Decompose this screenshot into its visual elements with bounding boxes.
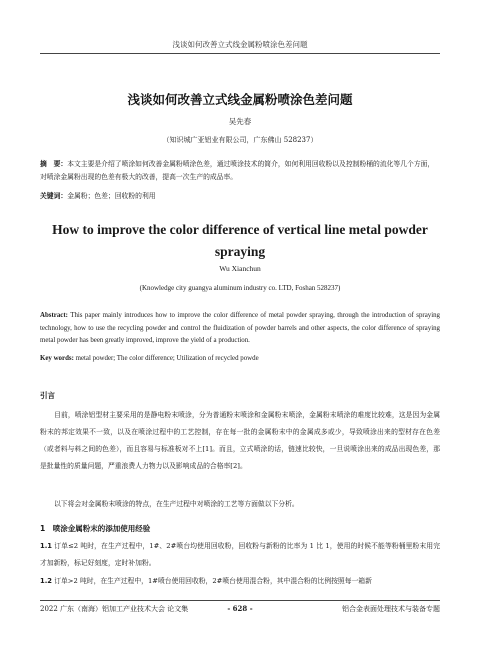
page-number: - 628 - bbox=[227, 604, 253, 613]
english-abstract-text: This paper mainly introduces how to improve the color difference of metal powder spraying, through the introduction of spraying technology, how to use the recycling powder and control the fluidization of powder barrels and other aspects, the color difference of spraying metal powder has been greatly improved, improve the yield of a production. bbox=[40, 312, 440, 344]
paragraph-1-2-text: 订单>2 吨时，在生产过程中，1#喷台使用回收粉，2#喷台使用混合粉，其中混合粉的比例按照每一箱新 bbox=[52, 577, 372, 585]
section-heading-1: 1 喷涂金属粉末的添加使用经验 bbox=[40, 524, 151, 533]
chinese-affiliation: （知识城广亚铝业有限公司，广东佛山 528237） bbox=[162, 136, 318, 144]
intro-paragraph-2-text: 以下将会对金属粉末喷涂的特点，在生产过程中对喷涂的工艺等方面做以下分析。 bbox=[54, 500, 299, 508]
english-abstract bbox=[40, 310, 440, 348]
chinese-keywords-text: 金属粉；色差；回收粉的利用 bbox=[67, 192, 156, 200]
paragraph-1-2 bbox=[40, 573, 440, 590]
chinese-abstract-text: 本文主要是介绍了喷涂如何改善金属粉喷涂色差，通过喷涂技术的简介，如何利用回收粉以及控制粉桶的流化等几个方面，对喷涂金属粉出现的色差有极大的改善，提高一次生产的成品率。 bbox=[40, 160, 435, 181]
english-keywords-label: Key words: bbox=[40, 355, 74, 362]
chinese-keywords bbox=[40, 190, 440, 202]
paragraph-1-1-text: 订单≤2 吨时，在生产过程中，1#、2#喷台均使用回收粉，回收粉与新粉的比率为 1 比 1，使用的时候不能等粉桶里粉末用完才加新粉，标记好刻度，定时补加粉。 bbox=[40, 542, 440, 567]
running-header: 浅谈如何改善立式线金属粉喷涂色差问题 bbox=[172, 40, 308, 49]
paragraph-1-2-label: 1.2 bbox=[40, 577, 53, 585]
chinese-title: 浅谈如何改善立式线金属粉喷涂色差问题 bbox=[127, 92, 353, 107]
intro-paragraph-2 bbox=[40, 496, 440, 513]
footer-rule bbox=[40, 600, 440, 601]
paragraph-1-1-label: 1.1 bbox=[40, 542, 53, 550]
page-footer bbox=[40, 604, 440, 616]
footer-topic: 铝合金表面处理技术与装备专题 bbox=[342, 605, 440, 613]
footer-proceedings: 2022 广东（南海）铝加工产业技术大会 论文集 bbox=[40, 605, 189, 613]
paragraph-1-1 bbox=[40, 538, 440, 572]
english-author: Wu Xianchun bbox=[219, 264, 261, 273]
english-affiliation: (Knowledge city guangya aluminum industry co. LTD, Foshan 528237) bbox=[139, 284, 341, 292]
english-keywords bbox=[40, 353, 440, 365]
header-rule bbox=[40, 53, 440, 54]
intro-paragraph-1 bbox=[40, 407, 440, 475]
intro-paragraph-1-text: 目前，喷涂铝型材主要采用的是静电粉末喷涂，分为普通粉末喷涂和金属粉末喷涂，金属粉末喷涂的难度比较难，这是因为金属粉末的邦定效果不一致，以及在喷涂过程中的工艺控制，存在每一批的金属粉末中的金属成多或少，导致喷涂出来的型材存在色差（或者料与料之间的色差），而且容易与标准板对不上[1]。而且，立式喷涂的话，链速比较快，一旦说喷涂出来的成品出现色差，那是批量性的质量问题，严重浪费人力物力以及影响成品的合格率[2]。 bbox=[40, 411, 440, 470]
chinese-abstract bbox=[40, 158, 440, 184]
english-abstract-label: Abstract: bbox=[40, 312, 68, 319]
chinese-keywords-label: 关键词： bbox=[40, 192, 68, 200]
english-keywords-text: metal powder; The color difference; Utilization of recycled powde bbox=[73, 355, 259, 362]
chinese-author: 吴先春 bbox=[228, 117, 252, 126]
chinese-abstract-label: 摘 要： bbox=[40, 160, 68, 168]
section-heading-intro: 引言 bbox=[40, 391, 55, 400]
english-title: How to improve the color difference of vertical line metal powder spraying bbox=[52, 222, 428, 259]
